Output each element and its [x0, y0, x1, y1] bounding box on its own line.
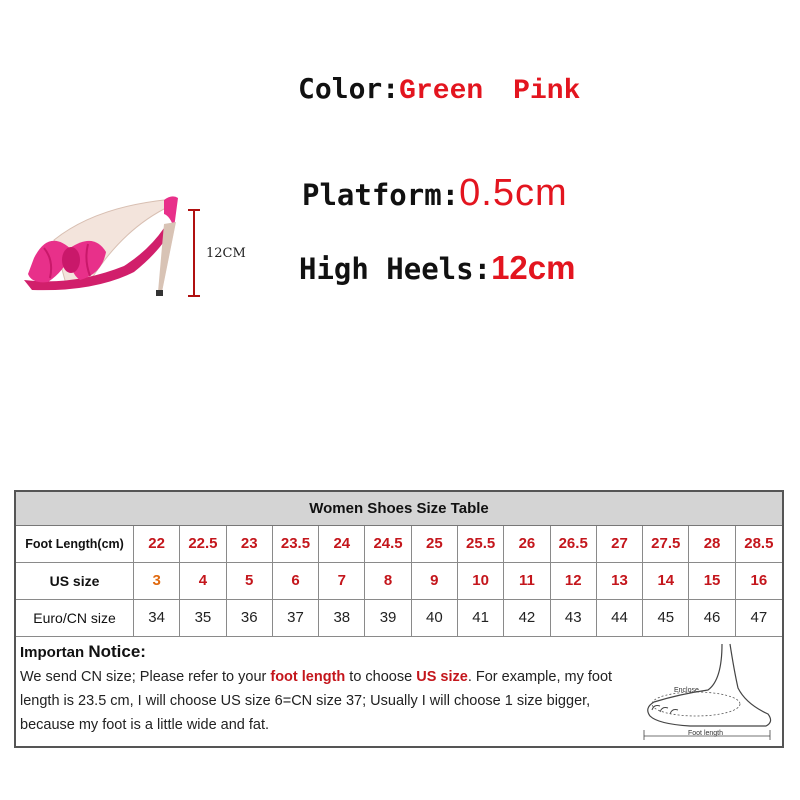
size-table [14, 490, 784, 748]
notice-text-part: We send CN size; Please refer to your [20, 669, 271, 685]
platform-value: 0.5cm [459, 172, 568, 214]
table-cell: 47 [750, 609, 768, 626]
table-cell: 4 [180, 563, 226, 599]
table-cell: 16 [750, 572, 768, 589]
table-cell: 24.5 [365, 526, 411, 562]
notice-text [20, 640, 630, 737]
table-cell: 38 [319, 600, 365, 636]
table-cell: 34 [134, 600, 180, 636]
platform-spec [302, 172, 568, 215]
table-cell: 23.5 [273, 526, 319, 562]
notice-body [20, 665, 630, 737]
table-cell: 3 [134, 563, 180, 599]
table-cell: 22.5 [180, 526, 226, 562]
table-cell: 10 [458, 563, 504, 599]
notice-title-main: Notice: [88, 642, 146, 661]
row-header: Euro/CN size [16, 600, 134, 636]
notice-highlight-us-size: US size [416, 669, 468, 685]
color-option-pink: Pink [513, 76, 581, 107]
table-cell: 13 [597, 563, 643, 599]
table-cell: 6 [273, 563, 319, 599]
table-cell: 45 [643, 600, 689, 636]
table-cell: 5 [227, 563, 273, 599]
table-cell: 28.5 [744, 535, 774, 552]
row-header: Foot Length(cm) [16, 526, 134, 562]
table-cell: 26.5 [551, 526, 597, 562]
table-cell: 11 [504, 563, 550, 599]
color-options [298, 72, 580, 107]
table-cell: 24 [319, 526, 365, 562]
color-option-green: Green [399, 76, 484, 107]
heel-value: 12cm [491, 249, 576, 286]
table-cell: 27 [597, 526, 643, 562]
table-cell: 36 [227, 600, 273, 636]
table-cell: 46 [689, 600, 735, 636]
table-cell: 26 [504, 526, 550, 562]
foot-measure-diagram [630, 640, 780, 744]
table-cell: 42 [504, 600, 550, 636]
table-row-us-size [16, 563, 782, 600]
table-cell: 14 [643, 563, 689, 599]
enclose-label: Enclose [674, 687, 699, 694]
table-cell: 25.5 [458, 526, 504, 562]
table-cell: 8 [365, 563, 411, 599]
table-cell: 9 [412, 563, 458, 599]
table-cell: 22 [134, 526, 180, 562]
table-cell: 40 [412, 600, 458, 636]
notice-highlight-foot-length: foot length [270, 669, 346, 685]
table-cell: 44 [597, 600, 643, 636]
notice-text-part: to choose [345, 669, 417, 685]
table-row-foot-length [16, 526, 782, 563]
table-cell: 15 [689, 563, 735, 599]
table-cell: 12 [551, 563, 597, 599]
table-cell: 43 [551, 600, 597, 636]
heel-label: High Heels: [299, 252, 492, 286]
heel-spec [299, 249, 575, 287]
notice-title-prefix: Importan [20, 644, 89, 661]
shoe-image [14, 188, 214, 308]
table-cell: 39 [365, 600, 411, 636]
row-header: US size [16, 563, 134, 599]
table-cell: 41 [458, 600, 504, 636]
table-title: Women Shoes Size Table [16, 492, 782, 526]
notice-text-part: . For example, my foot length is 23.5 cm, I will choose US size 6=CN size 37; Usually I will choose 1 size bigger, because my foot is a little wide and fat. [20, 669, 613, 733]
notice-title [20, 640, 630, 665]
table-cell: 23 [227, 526, 273, 562]
table-cell: 37 [273, 600, 319, 636]
table-row-euro-size [16, 600, 782, 637]
table-cell: 28 [689, 526, 735, 562]
heel-height-dimension-label: 12CM [206, 246, 246, 261]
table-cell: 25 [412, 526, 458, 562]
color-label: Color: [298, 72, 400, 105]
table-cell: 27.5 [643, 526, 689, 562]
foot-length-label: Foot length [688, 730, 724, 737]
table-cell: 7 [319, 563, 365, 599]
platform-label: Platform: [302, 178, 460, 212]
table-cell: 35 [180, 600, 226, 636]
